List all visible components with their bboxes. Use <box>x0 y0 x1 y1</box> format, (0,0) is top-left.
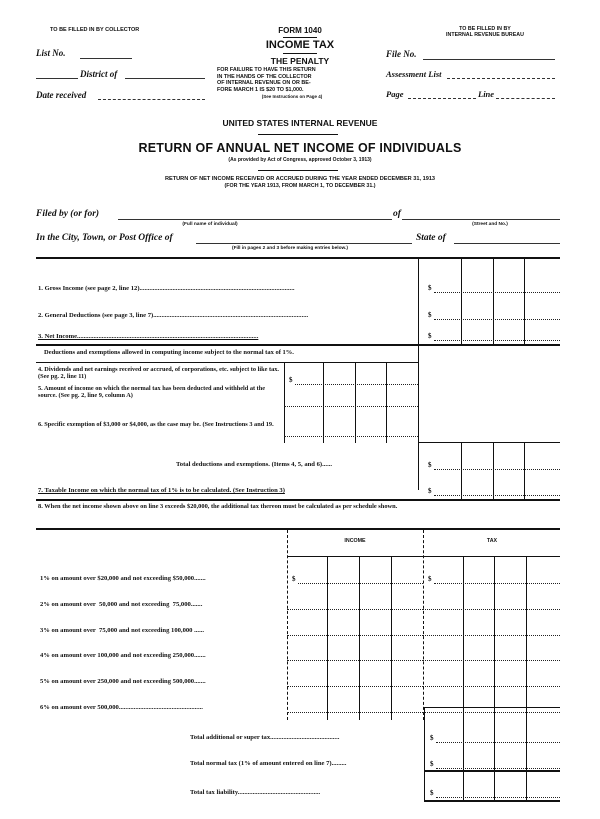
dollar-sign: $ <box>428 284 432 292</box>
collector-heading: TO BE FILLED IN BY COLLECTOR <box>50 27 140 33</box>
city-label: In the City, Town, or Post Office of <box>36 233 173 243</box>
line-1-amount-field[interactable] <box>434 292 560 293</box>
penalty-line: FORE MARCH 1 IS $20 TO $1,000. <box>217 86 304 93</box>
form-number: FORM 1040 <box>278 26 322 35</box>
city-field[interactable] <box>196 243 412 244</box>
line-3-amount-field[interactable] <box>434 340 560 341</box>
deductions-heading: Deductions and exemptions allowed in computing income subject to the normal tax of 1%. <box>44 349 294 356</box>
line-3-text: 3. Net Income <box>38 333 78 340</box>
penalty-line: OF INTERNAL REVENUE ON OR BE- <box>217 80 311 87</box>
line-2-text: 2. General Deductions (see page 3, line 7) <box>38 312 154 319</box>
street-hint: (Street and No.) <box>472 222 508 227</box>
line-5: 5. Amount of income on which the normal tax has been deducted and withheld at the source. (See pg. 2, line 9, column A) <box>38 385 266 400</box>
penalty-line: IN THE HANDS OF THE COLLECTOR <box>217 73 312 80</box>
schedule-tax-field[interactable] <box>434 583 560 584</box>
schedule-tax-field[interactable] <box>423 660 560 661</box>
full-name-field[interactable] <box>118 219 392 220</box>
file-no-label: File No. <box>386 49 417 59</box>
schedule-income-header: INCOME <box>344 538 366 544</box>
dollar-sign: $ <box>428 487 432 495</box>
schedule-income-field[interactable] <box>287 686 423 687</box>
line-1: 1. Gross Income (see page 2, line 12).............................................................................................. <box>38 285 295 292</box>
agency-title: UNITED STATES INTERNAL REVENUE <box>222 118 378 128</box>
period-line-1: RETURN OF NET INCOME RECEIVED OR ACCRUED DURING THE YEAR ENDED DECEMBER 31, 1913 <box>164 176 436 182</box>
state-field[interactable] <box>454 243 560 244</box>
schedule-row-label: 2% on amount over 50,000 and not exceeding 75,000 <box>40 601 191 608</box>
dollar-sign: $ <box>430 760 434 768</box>
line-4-amount-field[interactable] <box>295 384 418 385</box>
schedule-tax-header: TAX <box>486 538 498 544</box>
line-7: 7. Taxable Income on which the normal tax of 1% is to be calculated. (See Instruction 3) <box>38 487 285 494</box>
dollar-sign: $ <box>430 734 434 742</box>
total-normal-tax-field[interactable] <box>436 768 560 769</box>
dollar-sign: $ <box>428 311 432 319</box>
total-deductions-field[interactable] <box>434 469 560 470</box>
street-field[interactable] <box>402 219 560 220</box>
total-super-tax-text: Total additional or super tax <box>190 734 271 741</box>
of-label: of <box>393 209 401 219</box>
filed-by-label: Filed by (or for) <box>36 209 100 219</box>
page-field[interactable] <box>408 98 476 99</box>
schedule-row-6: 6% on amount over 500,000................................................... <box>40 704 203 711</box>
form-title: INCOME TAX <box>265 39 335 51</box>
file-no-field[interactable] <box>423 59 555 60</box>
schedule-income-field[interactable] <box>287 635 423 636</box>
total-deductions-text: Total deductions and exemptions. (Items 4, 5, and 6) <box>176 461 323 468</box>
total-normal-tax: Total normal tax (1% of amount entered on line 7)......... <box>190 760 347 767</box>
list-no-field[interactable] <box>80 58 132 59</box>
line-8: 8. When the net income shown above on line 3 exceeds $20,000, the additional tax thereon must be calculated as per schedule shown. <box>38 503 398 510</box>
schedule-tax-field[interactable] <box>423 686 560 687</box>
schedule-income-field[interactable] <box>287 609 423 610</box>
penalty-text <box>217 67 387 93</box>
list-no-label: List No. <box>36 48 66 58</box>
line-7-amount-field[interactable] <box>434 495 560 496</box>
line-6: 6. Specific exemption of $3,000 or $4,000, as the case may be. (See Instructions 3 and 19. <box>38 421 274 428</box>
total-tax-liability: Total tax liability.................................................. <box>190 789 321 796</box>
penalty-line: FOR FAILURE TO HAVE THIS RETURN <box>217 67 316 73</box>
line-4: 4. Dividends and net earnings received or accrued, of corporations, etc. subject to like tax. (See pg. 2, line 11) <box>38 366 279 381</box>
fill-hint: (Fill in pages 2 and 3 before making entries below.) <box>231 246 349 251</box>
total-deductions: Total deductions and exemptions. (Items 4, 5, and 6)...... <box>176 461 333 468</box>
total-tax-liability-text: Total tax liability <box>190 789 238 796</box>
penalty-note: (See Instructions on Page 4) <box>261 94 323 99</box>
bureau-heading <box>410 26 560 39</box>
line-field[interactable] <box>496 98 555 99</box>
schedule-income-field[interactable] <box>287 660 423 661</box>
district-field[interactable] <box>125 78 205 79</box>
period-line-2: (FOR THE YEAR 1913, FROM MARCH 1, TO DECEMBER 31.) <box>224 183 376 189</box>
dollar-sign: $ <box>428 461 432 469</box>
dollar-sign: $ <box>430 789 434 797</box>
schedule-row-5: 5% on amount over 250,000 and not exceeding 500,000....... <box>40 678 206 685</box>
schedule-row-label: 3% on amount over 75,000 and not exceeding 100,000 <box>40 627 193 634</box>
dollar-sign: $ <box>428 332 432 340</box>
line-3: 3. Net Income.............................................................................................................. <box>38 333 259 340</box>
state-label: State of <box>416 233 446 243</box>
schedule-row-4: 4% on amount over 100,000 and not exceeding 250,000....... <box>40 652 206 659</box>
district-label: District of <box>80 69 118 79</box>
district-prefix-field[interactable] <box>36 78 78 79</box>
line-label: Line <box>478 89 495 99</box>
date-received-field[interactable] <box>98 99 205 100</box>
assessment-list-field[interactable] <box>447 78 555 79</box>
total-super-tax-field[interactable] <box>436 742 560 743</box>
line-5-amount-field[interactable] <box>284 406 418 407</box>
schedule-row-3: 3% on amount over 75,000 and not exceeding 100,000 ...... <box>40 627 205 634</box>
schedule-row-label: 6% on amount over 500,000 <box>40 704 119 711</box>
dollar-sign: $ <box>289 376 293 384</box>
main-subtitle: (As provided by Act of Congress, approved October 3, 1913) <box>228 157 372 163</box>
penalty-heading: THE PENALTY <box>270 56 330 66</box>
schedule-row-1: 1% on amount over $20,000 and not exceeding $50,000....... <box>40 575 206 582</box>
full-name-hint: (Full name of individual) <box>182 222 238 227</box>
schedule-income-field[interactable] <box>298 583 423 584</box>
dollar-sign: $ <box>292 575 296 583</box>
schedule-income-field[interactable] <box>287 712 423 713</box>
schedule-row-label: 4% on amount over 100,000 and not exceeding 250,000 <box>40 652 195 659</box>
main-title: RETURN OF ANNUAL NET INCOME OF INDIVIDUALS <box>138 141 462 155</box>
date-received-label: Date received <box>36 90 87 100</box>
schedule-row-2: 2% on amount over 50,000 and not exceeding 75,000....... <box>40 601 203 608</box>
line-2: 2. General Deductions (see page 3, line 7).............................................................................................. <box>38 312 309 319</box>
schedule-tax-field[interactable] <box>423 635 560 636</box>
bureau-heading-line: TO BE FILLED IN BY <box>459 26 511 32</box>
schedule-tax-field[interactable] <box>423 712 560 713</box>
dollar-sign: $ <box>428 575 432 583</box>
total-normal-tax-text: Total normal tax (1% of amount entered on line 7) <box>190 760 332 767</box>
schedule-tax-field[interactable] <box>423 609 560 610</box>
schedule-row-label: 1% on amount over $20,000 and not exceeding $50,000 <box>40 575 195 582</box>
page-label: Page <box>386 89 404 99</box>
assessment-list-label: Assessment List <box>386 69 442 79</box>
total-tax-liability-field[interactable] <box>436 797 560 798</box>
total-super-tax: Total additional or super tax.......................................... <box>190 734 340 741</box>
line-6-amount-field[interactable] <box>284 436 418 437</box>
line-2-amount-field[interactable] <box>434 319 560 320</box>
schedule-row-label: 5% on amount over 250,000 and not exceeding 500,000 <box>40 678 195 685</box>
bureau-heading-line: INTERNAL REVENUE BUREAU <box>446 32 524 39</box>
line-1-text: 1. Gross Income (see page 2, line 12) <box>38 285 140 292</box>
